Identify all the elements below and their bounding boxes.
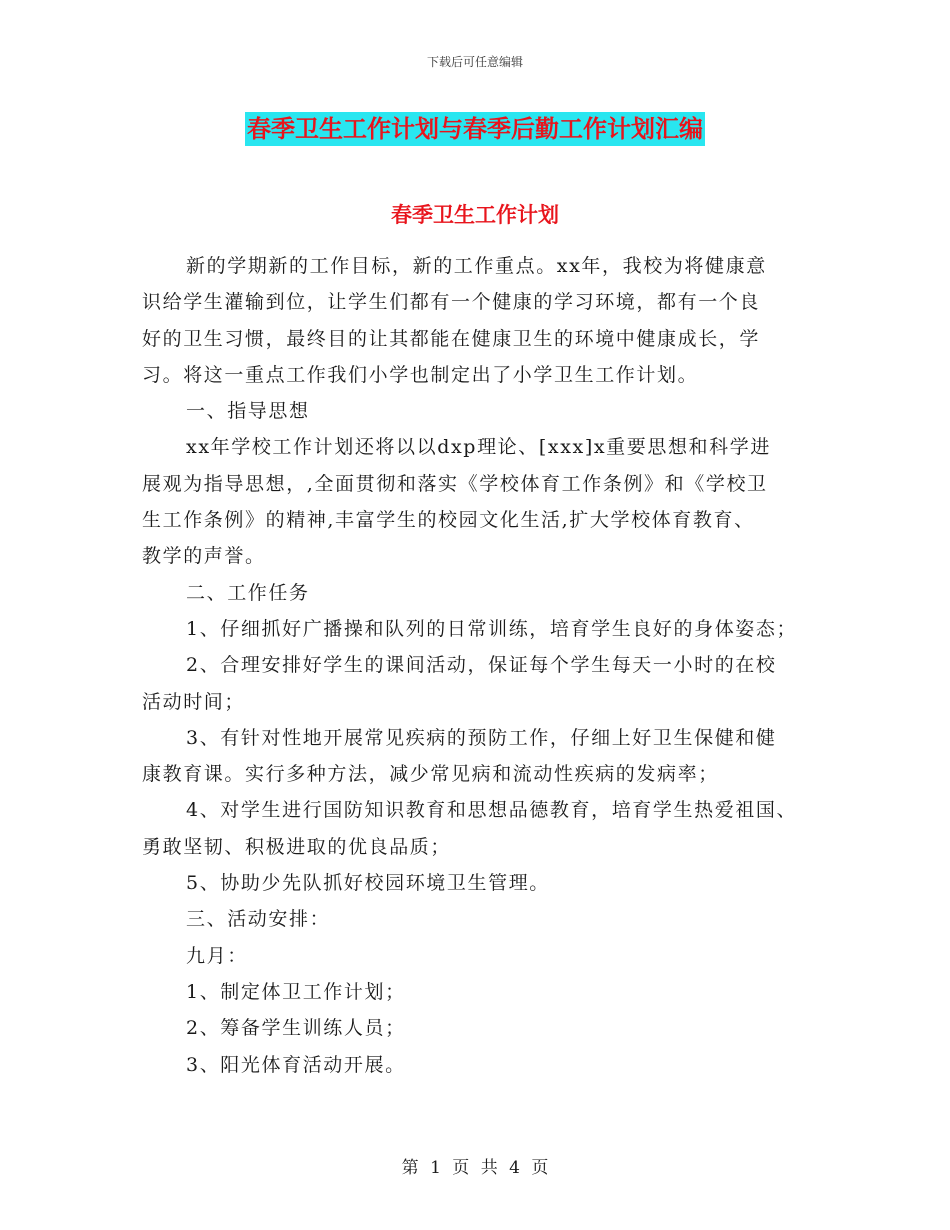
paragraph-line: 5、协助少先队抓好校园环境卫生管理。 [186, 872, 550, 895]
paragraph [142, 575, 822, 611]
page-header-note: 下载后可任意编辑 [426, 55, 523, 69]
paragraph [142, 792, 822, 865]
paragraph [142, 938, 822, 974]
paragraph-line: 2、合理安排好学生的课间活动，保证每个学生每天一小时的在校 [186, 654, 777, 677]
paragraph-line: 三、活动安排： [186, 908, 331, 931]
paragraph-line: 1、制定体卫工作计划； [186, 980, 406, 1003]
paragraph-line: xx年学校工作计划还将以以dxp理论、[xxx]x重要思想和科学进 [186, 436, 771, 459]
paragraph-line: 活动时间； [142, 690, 246, 713]
paragraph-line: 2、筹备学生训练人员； [186, 1017, 406, 1040]
paragraph-line: 勇敢坚韧、积极进取的优良品质； [142, 835, 452, 858]
paragraph-line: 展观为指导思想，,全面贯彻和落实《学校体育工作条例》和《学校卫 [142, 472, 768, 495]
document-title-container [0, 112, 950, 146]
paragraph [142, 974, 822, 1010]
paragraph-line: 4、对学生进行国防知识教育和思想品德教育，培育学生热爱祖国、 [186, 799, 798, 822]
paragraph-line: 3、阳光体育活动开展。 [186, 1053, 406, 1076]
paragraph [142, 647, 822, 720]
paragraph-line: 一、指导思想 [186, 400, 310, 423]
document-body [142, 248, 822, 1083]
paragraph [142, 1047, 822, 1083]
document-title: 春季卫生工作计划与春季后勤工作计划汇编 [245, 112, 705, 146]
paragraph [142, 248, 822, 393]
paragraph-line: 习。将这一重点工作我们小学也制定出了小学卫生工作计划。 [142, 363, 699, 386]
paragraph-line: 生工作条例》的精神,丰富学生的校园文化生活,扩大学校体育教育、 [142, 509, 755, 532]
paragraph-line: 1、仔细抓好广播操和队列的日常训练，培育学生良好的身体姿态； [186, 617, 798, 640]
paragraph-line: 识给学生灌输到位，让学生们都有一个健康的学习环境，都有一个良 [142, 291, 761, 314]
paragraph-line: 新的学期新的工作目标，新的工作重点。xx年，我校为将健康意 [186, 255, 767, 277]
paragraph [142, 611, 822, 647]
paragraph-line: 二、工作任务 [186, 581, 310, 604]
paragraph [142, 901, 822, 937]
paragraph-line: 教学的声誉。 [142, 545, 266, 568]
section-title: 春季卫生工作计划 [391, 202, 559, 227]
paragraph [142, 393, 822, 429]
page-number: 第 1 页 共 4 页 [401, 1158, 549, 1178]
paragraph-line: 3、有针对性地开展常见疾病的预防工作，仔细上好卫生保健和健 [186, 726, 777, 749]
paragraph [142, 429, 822, 574]
paragraph-line: 九月： [186, 944, 248, 967]
paragraph [142, 1010, 822, 1046]
paragraph-line: 康教育课。实行多种方法，减少常见病和流动性疾病的发病率； [142, 763, 719, 786]
paragraph [142, 720, 822, 793]
paragraph [142, 865, 822, 901]
paragraph-line: 好的卫生习惯，最终目的让其都能在健康卫生的环境中健康成长，学 [142, 327, 761, 350]
